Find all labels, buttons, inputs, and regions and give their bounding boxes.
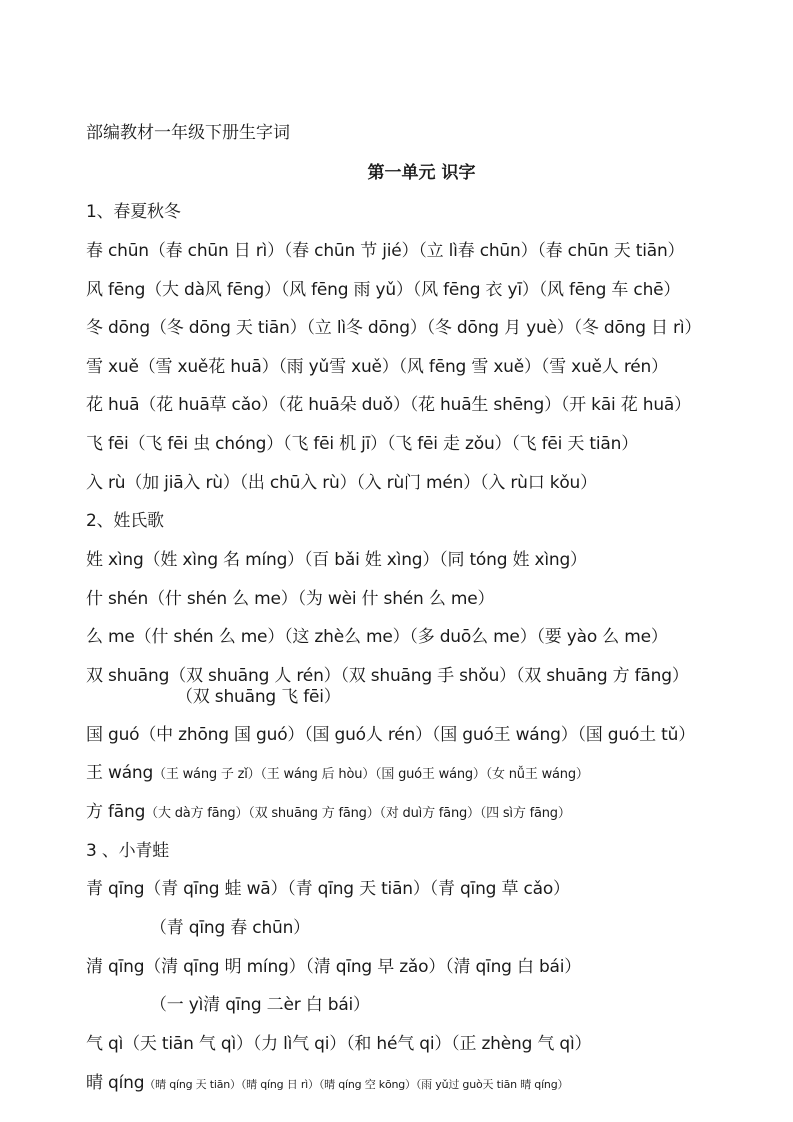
vocab-head: 王 wáng	[86, 763, 154, 783]
vocab-line: 国 guó（中 zhōng 国 guó）（国 guó人 rén）（国 guó王 wáng）（国 guó土 tǔ）	[86, 725, 696, 745]
vocab-head: 方 fāng	[86, 802, 146, 822]
vocab-line-continued: （双 shuāng 飞 fēi）	[176, 687, 341, 707]
vocab-line: 姓 xìng（姓 xìng 名 míng）（百 bǎi 姓 xìng）（同 tóng 姓 xìng）	[86, 550, 587, 570]
vocab-line: 雪 xuě（雪 xuě花 huā）（雨 yǔ雪 xuě）（风 fēng 雪 xuě）（雪 xuě人 rén）	[86, 357, 668, 377]
vocab-line: 春 chūn（春 chūn 日 rì）（春 chūn 节 jié）（立 lì春 chūn）（春 chūn 天 tiān）	[86, 241, 685, 261]
vocab-line-continued: （青 qīng 春 chūn）	[150, 918, 310, 938]
lesson-heading: 2、姓氏歌	[86, 511, 164, 531]
vocab-line: 什 shén（什 shén 么 me）（为 wèi 什 shén 么 me）	[86, 589, 495, 609]
vocab-line	[86, 1072, 568, 1096]
vocab-line	[86, 762, 589, 786]
vocab-words: （晴 qíng 天 tiān）（晴 qíng 日 rì）（晴 qíng 空 kōng）（雨 yǔ过 guò天 tiān 晴 qíng）	[144, 1078, 569, 1091]
vocab-line: 入 rù（加 jiā入 rù）（出 chū入 rù）（入 rù门 mén）（入 rù口 kǒu）	[86, 473, 597, 493]
vocab-line: 风 fēng（大 dà风 fēng）（风 fēng 雨 yǔ）（风 fēng 衣 yī）（风 fēng 车 chē）	[86, 280, 681, 300]
vocab-words: （王 wáng 子 zǐ）（王 wáng 后 hòu）（国 guó王 wáng）（女 nǚ王 wáng）	[153, 767, 589, 782]
vocab-line-continued: （一 yì清 qīng 二èr 白 bái）	[150, 995, 370, 1015]
vocab-line: 气 qì（天 tiān 气 qì）（力 lì气 qi）（和 hé气 qi）（正 zhèng 气 qì）	[86, 1034, 592, 1054]
document-title: 部编教材一年级下册生字词	[86, 123, 290, 143]
vocab-line: 清 qīng（清 qīng 明 míng）（清 qīng 早 zǎo）（清 qīng 白 bái）	[86, 957, 582, 977]
vocab-line	[86, 801, 571, 825]
lesson-heading: 1、春夏秋冬	[86, 202, 181, 222]
unit-title: 第一单元 识字	[367, 163, 476, 183]
vocab-words: （大 dà方 fāng）（双 shuāng 方 fāng）（对 duì方 fāng）（四 sì方 fāng）	[145, 806, 571, 821]
vocab-head: 晴 qíng	[86, 1073, 145, 1093]
vocab-line: 么 me（什 shén 么 me）（这 zhè么 me）（多 duō么 me）（要 yào 么 me）	[86, 627, 668, 647]
vocab-line: 青 qīng（青 qīng 蛙 wā）（青 qīng 天 tiān）（青 qīng 草 cǎo）	[86, 879, 570, 899]
vocab-line: 飞 fēi（飞 fēi 虫 chóng）（飞 fēi 机 jī）（飞 fēi 走 zǒu）（飞 fēi 天 tiān）	[86, 434, 638, 454]
lesson-heading: 3 、小青蛙	[86, 841, 170, 861]
vocab-line: 花 huā（花 huā草 cǎo）（花 huā朵 duǒ）（花 huā生 shēng）（开 kāi 花 huā）	[86, 395, 691, 415]
vocab-line: 双 shuāng（双 shuāng 人 rén）（双 shuāng 手 shǒu）（双 shuāng 方 fāng）	[86, 666, 689, 686]
vocab-line: 冬 dōng（冬 dōng 天 tiān）（立 lì冬 dōng）（冬 dōng 月 yuè）（冬 dōng 日 rì）	[86, 318, 702, 338]
